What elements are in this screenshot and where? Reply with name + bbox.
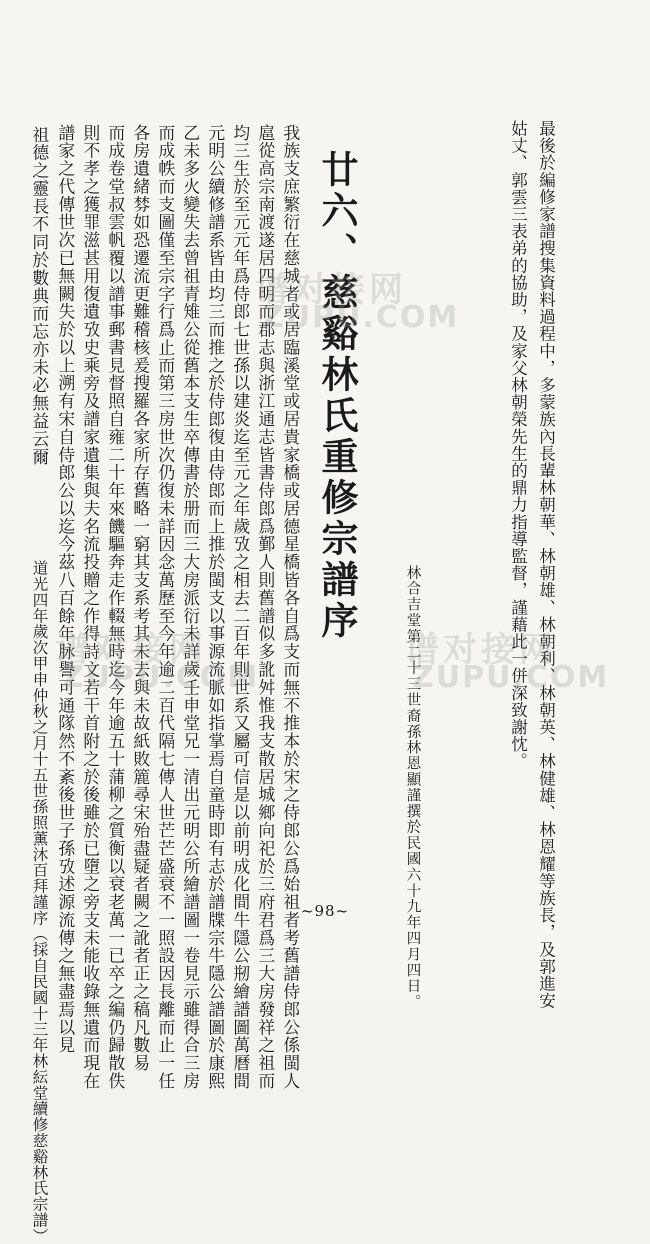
preface-line: 譜家之代傳世次已無闕失於以上溯有宋自侍郎公以迄今茲八百餘年脉譽可通隊然不紊後世子孫攷述源流傳之無盡焉以見 (55, 124, 76, 1055)
watermark-text: ZUPU.COM (262, 300, 460, 335)
author-signature: 林合吉堂第二十三世裔孫林恩顯謹撰於民國六十九年四月四日。 (404, 565, 421, 1011)
watermark-text: 谱对接网 (405, 630, 557, 670)
preface-line: 乙未多火變失去曾祖青雉公從舊本支生卒傳書於册而三大房派衍未詳歲壬申堂兄一清出元明公所繪譜圖一卷見示雖得合三房 (180, 124, 201, 1091)
watermark-text: ZUPU.COM (412, 660, 610, 695)
preface-line: 均三生於至元元年爲侍郎七世孫以建炎迄至元之年歲攷之相去二百年則世系又屬可信是以前明成化間牛隱公剏繪譜圖萬曆間 (230, 124, 251, 1091)
acknowledgement-line-2: 姑丈、郭雲三表弟的協助，及家父林朝榮先生的鼎力指導監督，謹藉此一併深致謝忱。 (508, 120, 528, 770)
preface-line: 則不孝之獲罪滋甚用復遺攷史乘旁及譜家遺集與夫名流投贈之作得詩文若干首附之於後雖於已墮之旁支未能收錄無遺而現在 (80, 124, 101, 1091)
watermark-text: 谱对接网 (255, 270, 407, 310)
chapter-title: 廿六、慈谿林氏重修宗譜序 (315, 150, 358, 642)
preface-date-line: 道光四年歲次甲申仲秋之月十五世孫照薰沐百拜謹序（採自民國十三年林紜堂續修慈谿林氏宗譜） (30, 560, 49, 1244)
watermark-text: 谱对接网 (55, 630, 207, 670)
watermark-text: ZUPU.COM (62, 660, 260, 695)
preface-line: 我族支庶繁衍在慈城者或居臨溪堂或居貴家橋或居德星橋皆各自爲支而無不推本於宋之侍郎公爲始祖者考舊譜侍郎公係閩人 (280, 124, 301, 1091)
preface-line: 元明公續修譜系皆由均三而推之於侍郎復由侍郎而上推於閩支以事源流脈如指掌焉自童時即有志於譜牒宗牛隱公譜圖於康熙 (205, 124, 226, 1091)
preface-line: 祖德之靈長不同於數典而忘亦未必無益云爾 (29, 126, 50, 466)
preface-line: 各房遺緒棼如恐遷流更難稽核爰搜羅各家所存舊略一窮其支系考其未去與未故紙敗簏尋宋殆盡疑者闕之訛者正之稿凡數易 (130, 124, 151, 1073)
acknowledgement-line-1: 最後於編修家譜搜集資料過程中，多蒙族內長輩林朝華、林朝雄、林朝利、林朝英、林健雄、林恩耀等族長，及郭進安 (536, 120, 556, 1010)
page-number: ~98~ (300, 902, 350, 920)
preface-line: 而成卷堂叔雲帆覆以譜事郵書見督照自雍二十年來饑驅奔走作輟無時迄今年逾五十蒲柳之質衡以衰老萬一已卒之編仍歸散佚 (105, 124, 126, 1091)
preface-line: 扈從高宗南渡遂居四明而郡志與浙江通志皆書侍郎爲鄞人則舊譜似多訛舛惟我支散居城鄉向祀於三府君爲三大房發祥之祖而 (255, 124, 276, 1091)
preface-line: 而成帙而支圖僅至宗字行爲止而第三房世次仍復未詳因念萬歷至今年逾二百代隔七傳人世芒芒盛衰不一照設因長離而止一任 (155, 124, 176, 1091)
